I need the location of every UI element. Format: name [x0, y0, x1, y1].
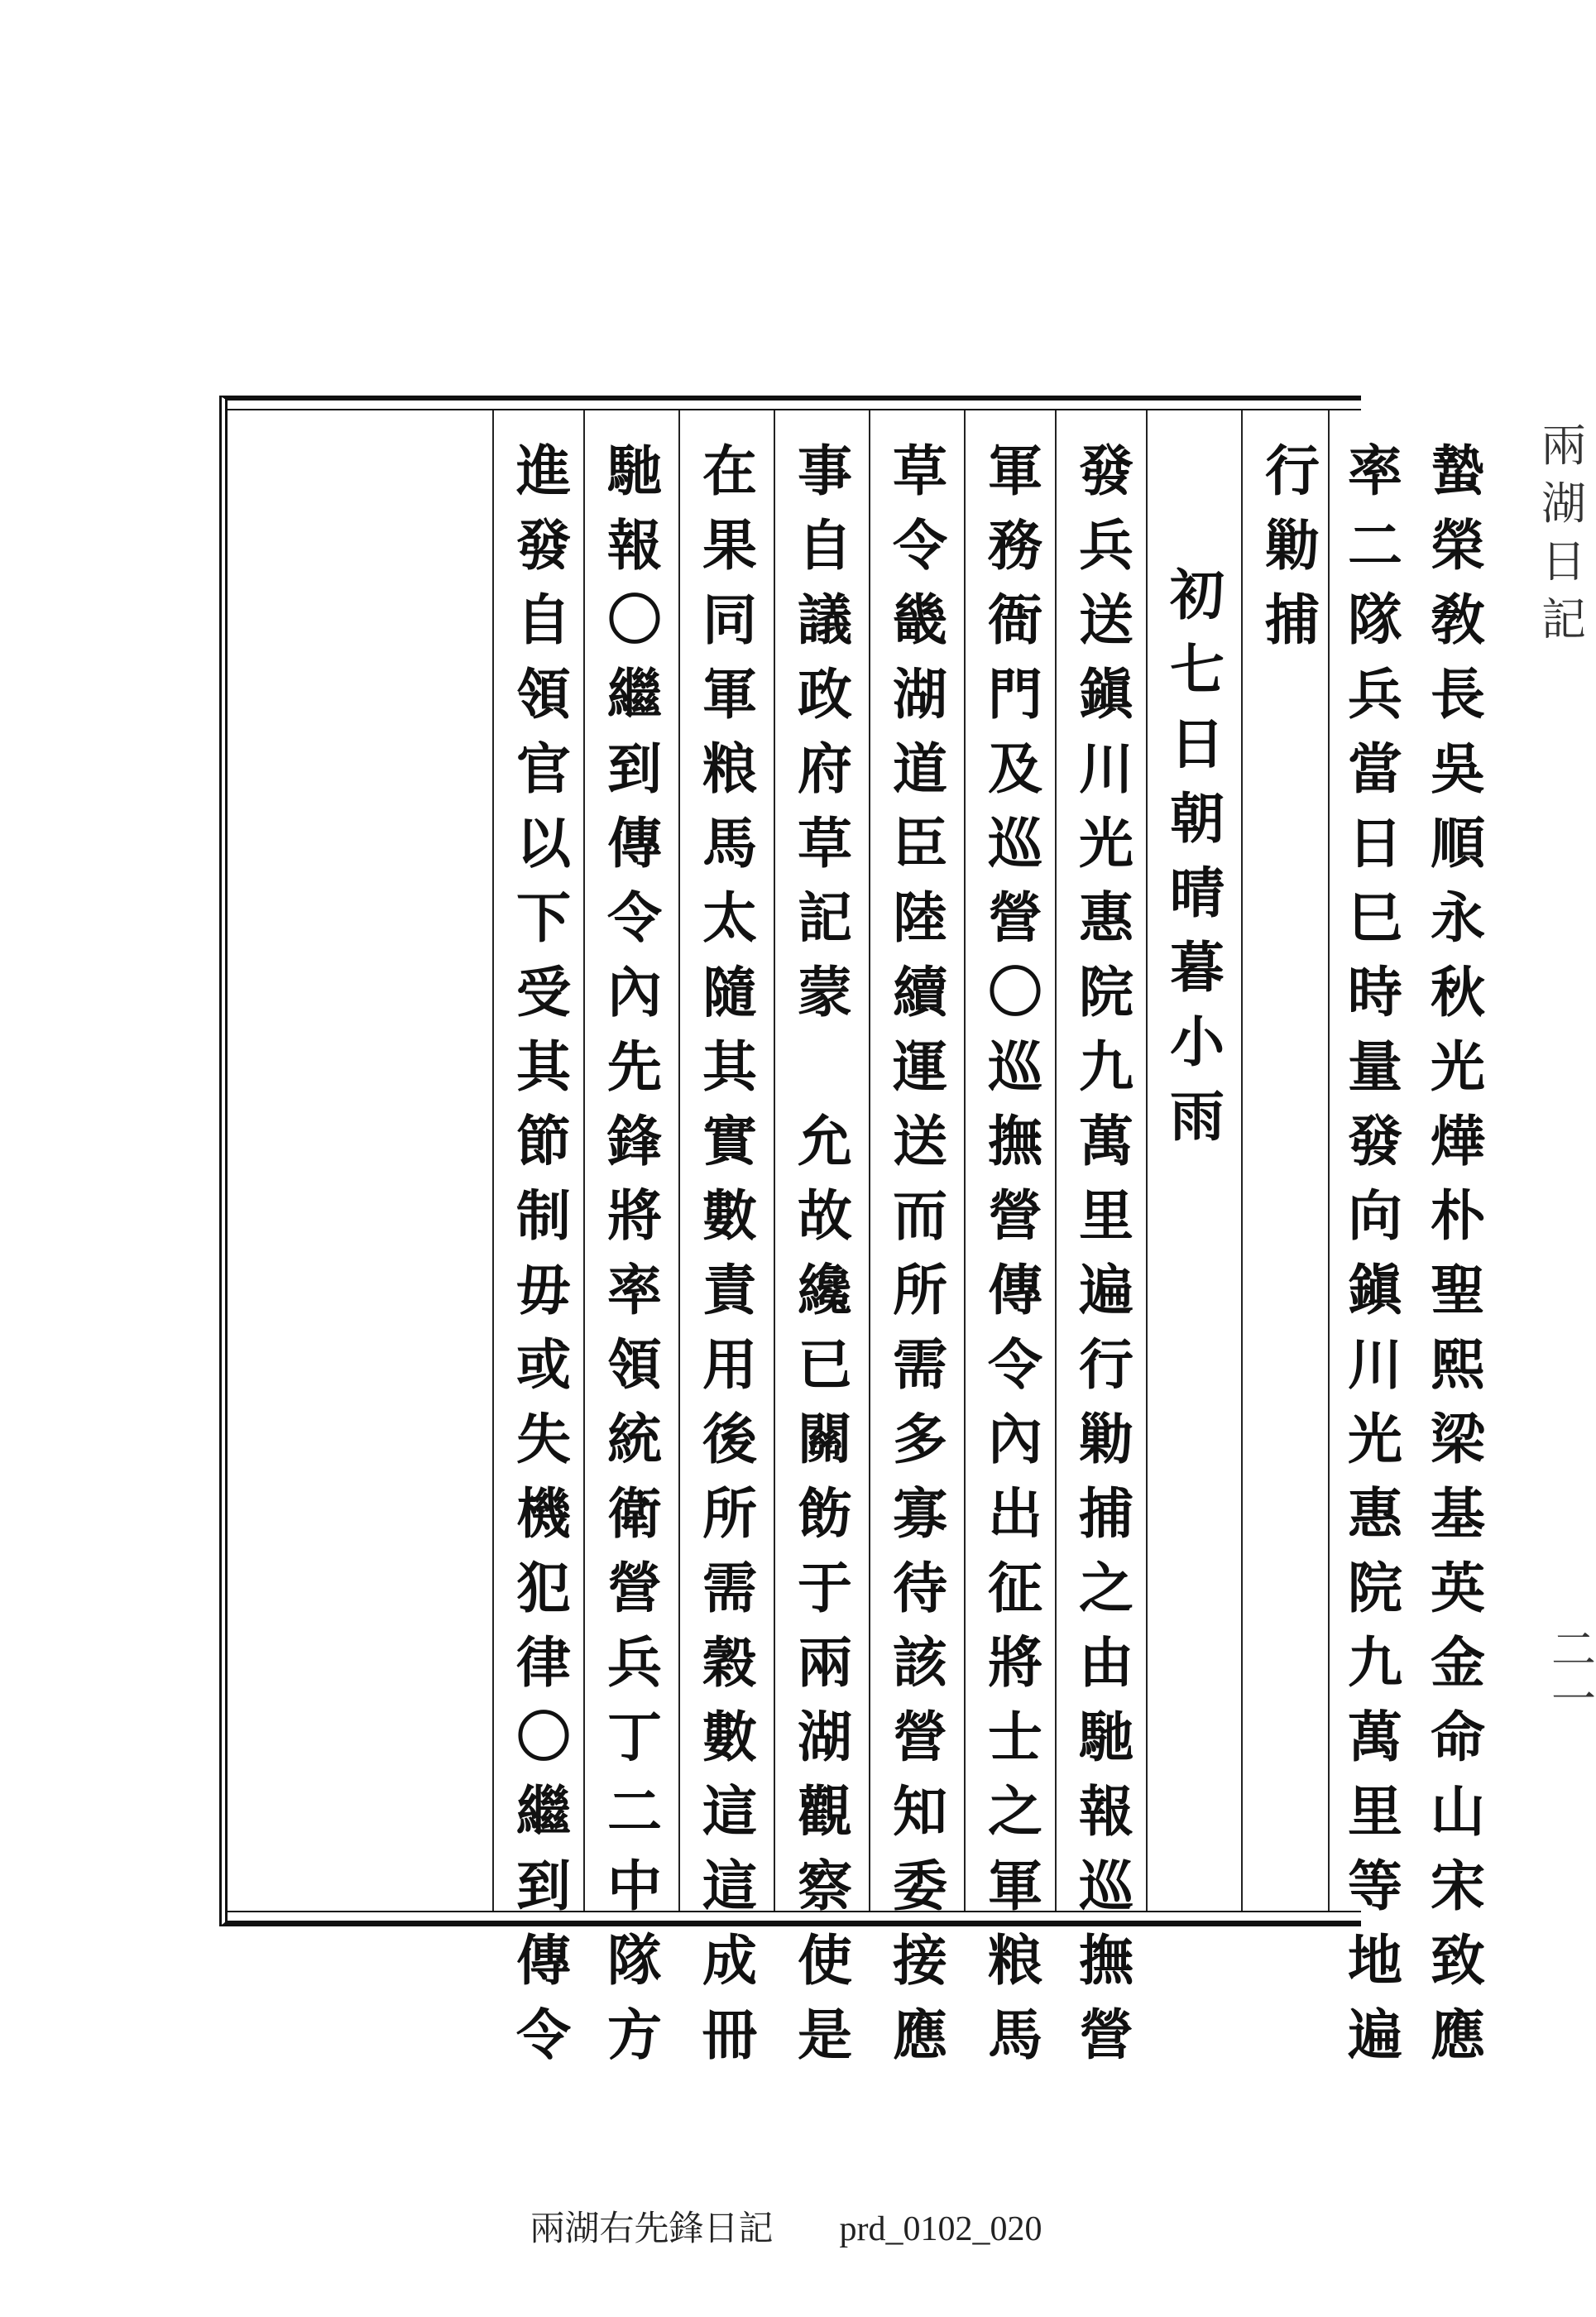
- glyph: 二: [607, 1779, 662, 1844]
- text-column-10: [600, 434, 669, 2072]
- glyph: 令: [988, 1332, 1042, 1397]
- glyph: 之: [1079, 1556, 1133, 1620]
- glyph: 觀: [798, 1779, 852, 1844]
- glyph: 制: [516, 1183, 571, 1248]
- glyph: 用: [702, 1332, 757, 1397]
- glyph: 方: [607, 2003, 662, 2067]
- glyph: 委: [893, 1854, 947, 1918]
- glyph: 下: [516, 885, 571, 950]
- glyph: 犯: [516, 1556, 571, 1620]
- glyph: 巡: [1079, 1854, 1133, 1918]
- glyph: 將: [607, 1183, 662, 1248]
- text-column-3: [1258, 434, 1327, 657]
- glyph: 這: [702, 1854, 757, 1918]
- glyph: 宋: [1431, 1854, 1485, 1918]
- glyph: 運: [893, 1034, 947, 1099]
- glyph: 營: [988, 1183, 1042, 1248]
- glyph: 傳: [516, 1928, 571, 1993]
- glyph: 多: [893, 1407, 947, 1471]
- glyph: 鎭: [1079, 662, 1133, 727]
- text-column-5: [1071, 434, 1141, 2072]
- glyph: 實: [702, 1109, 757, 1173]
- glyph: 寡: [893, 1481, 947, 1546]
- glyph: 責: [702, 1258, 757, 1322]
- column-rule: [1055, 410, 1057, 1911]
- glyph: 自: [798, 513, 852, 578]
- glyph: 川: [1348, 1332, 1402, 1397]
- glyph: 行: [1079, 1332, 1133, 1397]
- glyph: 光: [1079, 811, 1133, 875]
- glyph: 鎭: [1348, 1258, 1402, 1322]
- glyph: 成: [702, 1928, 757, 1993]
- glyph: 小: [1170, 1010, 1225, 1074]
- column-rule: [1146, 410, 1148, 1911]
- glyph: 軍: [988, 1854, 1042, 1918]
- glyph: 需: [893, 1332, 947, 1397]
- glyph: 該: [893, 1630, 947, 1695]
- glyph: 營: [607, 1556, 662, 1620]
- glyph: 捕: [1079, 1481, 1133, 1546]
- glyph: 致: [1431, 1928, 1485, 1993]
- glyph: 應: [893, 2003, 947, 2067]
- margin-glyph: 日: [1541, 535, 1586, 588]
- margin-glyph: 二: [1551, 1624, 1596, 1676]
- glyph: 率: [1348, 439, 1402, 503]
- glyph: 草: [798, 811, 852, 875]
- frame-top-rule: [228, 409, 1361, 410]
- glyph: 地: [1348, 1928, 1402, 1993]
- glyph: 等: [1348, 1854, 1402, 1918]
- column-rule: [964, 410, 966, 1911]
- glyph: 勦: [1079, 1407, 1133, 1471]
- glyph: 院: [1348, 1556, 1402, 1620]
- glyph: 金: [1431, 1630, 1485, 1695]
- glyph: 統: [607, 1407, 662, 1471]
- glyph: 營: [1079, 2003, 1133, 2067]
- glyph: 當: [1348, 736, 1402, 801]
- glyph: 隊: [607, 1928, 662, 1993]
- glyph: 已: [798, 1332, 852, 1397]
- glyph: 是: [798, 2003, 852, 2067]
- glyph: 燁: [1431, 1109, 1485, 1173]
- glyph: 長: [1431, 662, 1485, 727]
- glyph: 英: [1431, 1556, 1485, 1620]
- glyph: 熙: [1431, 1332, 1485, 1397]
- glyph: 由: [1079, 1630, 1133, 1695]
- glyph: 送: [1079, 588, 1133, 652]
- glyph: 向: [1348, 1183, 1402, 1248]
- glyph: 光: [1348, 1407, 1402, 1471]
- glyph: 秋: [1431, 960, 1485, 1024]
- glyph: 軍: [988, 439, 1042, 503]
- glyph: 丁: [607, 1705, 662, 1769]
- glyph: 永: [1431, 885, 1485, 950]
- glyph: 七: [1170, 637, 1225, 702]
- glyph: 軍: [702, 662, 757, 727]
- glyph: 巡: [988, 811, 1042, 875]
- glyph: 畿: [893, 588, 947, 652]
- glyph: 草: [893, 439, 947, 503]
- glyph: 而: [893, 1183, 947, 1248]
- glyph: 朴: [1431, 1183, 1485, 1248]
- glyph: 川: [1079, 736, 1133, 801]
- glyph: 兩: [798, 1630, 852, 1695]
- glyph: 雨: [1170, 1084, 1225, 1149]
- glyph: 率: [607, 1258, 662, 1322]
- glyph: 內: [607, 960, 662, 1024]
- column-rule: [492, 410, 494, 1911]
- glyph: 這: [702, 1779, 757, 1844]
- glyph: 飭: [798, 1481, 852, 1546]
- glyph: 報: [607, 513, 662, 578]
- glyph: 政: [798, 662, 852, 727]
- glyph: 湖: [798, 1705, 852, 1769]
- glyph: 暮: [1170, 935, 1225, 1000]
- glyph: 領: [607, 1332, 662, 1397]
- glyph: 日: [1348, 811, 1402, 875]
- glyph: 捕: [1265, 588, 1320, 652]
- footer-doc-id: prd_0102_020: [839, 2210, 1042, 2248]
- glyph: 里: [1079, 1183, 1133, 1248]
- glyph: 吳: [1431, 736, 1485, 801]
- text-column-8: [790, 434, 860, 2072]
- glyph: 營: [893, 1705, 947, 1769]
- glyph: 關: [798, 1407, 852, 1471]
- column-rule: [678, 410, 680, 1911]
- glyph: 遍: [1079, 1258, 1133, 1322]
- glyph: 進: [516, 439, 571, 503]
- margin-book-title: [1535, 417, 1593, 649]
- margin-page-number: [1551, 1625, 1596, 1725]
- glyph: 時: [1348, 960, 1402, 1024]
- glyph: 士: [988, 1705, 1042, 1769]
- margin-glyph: 湖: [1541, 477, 1586, 530]
- margin-glyph: 兩: [1541, 420, 1586, 472]
- margin-glyph: 記: [1541, 593, 1586, 645]
- glyph: 令: [516, 2003, 571, 2067]
- glyph: 衙: [988, 588, 1042, 652]
- text-column-1: [1423, 434, 1493, 2072]
- glyph: 光: [1431, 1034, 1485, 1099]
- glyph: 蟄: [1431, 439, 1485, 503]
- glyph: 失: [516, 1407, 571, 1471]
- glyph: 允: [798, 1109, 852, 1173]
- glyph: 惠: [1348, 1481, 1402, 1546]
- glyph: 基: [1431, 1481, 1485, 1546]
- text-column-7: [885, 434, 955, 2072]
- glyph: 冊: [702, 2003, 757, 2067]
- page-frame: [219, 396, 1596, 2067]
- glyph: 蒙: [798, 960, 852, 1024]
- text-column-2: [1340, 434, 1410, 2072]
- glyph: 務: [988, 513, 1042, 578]
- glyph: 鋒: [607, 1109, 662, 1173]
- glyph: 記: [798, 885, 852, 950]
- glyph: 先: [607, 1034, 662, 1099]
- glyph: 傳: [988, 1258, 1042, 1322]
- glyph: 之: [988, 1779, 1042, 1844]
- glyph: 院: [1079, 960, 1133, 1024]
- glyph: 應: [1431, 2003, 1485, 2067]
- glyph: 榮: [1431, 513, 1485, 578]
- column-rule: [869, 410, 870, 1911]
- glyph: 穀: [702, 1630, 757, 1695]
- glyph: 兵: [607, 1630, 662, 1695]
- glyph: 初: [1170, 563, 1225, 627]
- glyph: 其: [516, 1034, 571, 1099]
- glyph: 官: [516, 736, 571, 801]
- glyph: 節: [516, 1109, 571, 1173]
- text-column-6: [980, 434, 1050, 2072]
- glyph: 使: [798, 1928, 852, 1993]
- footer-caption: [0, 2201, 1572, 2251]
- glyph: 〇: [607, 588, 662, 652]
- glyph: 勦: [1265, 513, 1320, 578]
- glyph: 馬: [702, 811, 757, 875]
- glyph: 將: [988, 1630, 1042, 1695]
- glyph: 湖: [893, 662, 947, 727]
- glyph: 發: [1079, 439, 1133, 503]
- glyph: 門: [988, 662, 1042, 727]
- glyph: 報: [1079, 1779, 1133, 1844]
- glyph: 〇: [516, 1705, 571, 1769]
- glyph: 梁: [1431, 1407, 1485, 1471]
- glyph: 令: [607, 885, 662, 950]
- glyph: 惠: [1079, 885, 1133, 950]
- glyph: 知: [893, 1779, 947, 1844]
- glyph: 馬: [988, 2003, 1042, 2067]
- glyph: 事: [798, 439, 852, 503]
- glyph: 故: [798, 1183, 852, 1248]
- glyph: 果: [702, 513, 757, 578]
- glyph: 撫: [1079, 1928, 1133, 1993]
- glyph: 接: [893, 1928, 947, 1993]
- glyph: 續: [893, 960, 947, 1024]
- glyph: 律: [516, 1630, 571, 1695]
- glyph: 營: [988, 885, 1042, 950]
- glyph: 同: [702, 588, 757, 652]
- glyph: 道: [893, 736, 947, 801]
- glyph: 繼: [516, 1779, 571, 1844]
- glyph: 粮: [988, 1928, 1042, 1993]
- glyph: 太: [702, 885, 757, 950]
- glyph: 馳: [607, 439, 662, 503]
- glyph: 陸: [893, 885, 947, 950]
- glyph: 中: [607, 1854, 662, 1918]
- column-rule: [583, 410, 585, 1911]
- glyph: 兵: [1348, 662, 1402, 727]
- glyph: 撫: [988, 1109, 1042, 1173]
- glyph: 在: [702, 439, 757, 503]
- glyph: 傳: [607, 811, 662, 875]
- glyph: 察: [798, 1854, 852, 1918]
- glyph: 遍: [1348, 2003, 1402, 2067]
- glyph: 巡: [988, 1034, 1042, 1099]
- glyph: 日: [1170, 712, 1225, 776]
- column-rule: [1241, 410, 1243, 1911]
- glyph: 臣: [893, 811, 947, 875]
- glyph: 發: [516, 513, 571, 578]
- glyph: 隨: [702, 960, 757, 1024]
- glyph: 以: [516, 811, 571, 875]
- glyph: 送: [893, 1109, 947, 1173]
- text-column-9: [695, 434, 764, 2072]
- glyph: 府: [798, 736, 852, 801]
- glyph: 聖: [1431, 1258, 1485, 1322]
- glyph: 隊: [1348, 588, 1402, 652]
- glyph: 受: [516, 960, 571, 1024]
- glyph: 毋: [516, 1258, 571, 1322]
- glyph: 數: [702, 1705, 757, 1769]
- glyph: 山: [1431, 1779, 1485, 1844]
- footer-book-label: 兩湖右先鋒日記: [530, 2210, 774, 2248]
- glyph: 粮: [702, 736, 757, 801]
- glyph: 其: [702, 1034, 757, 1099]
- glyph: 萬: [1348, 1705, 1402, 1769]
- glyph: 衛: [607, 1481, 662, 1546]
- glyph: 〇: [988, 960, 1042, 1024]
- glyph: 需: [702, 1556, 757, 1620]
- glyph: 自: [516, 588, 571, 652]
- glyph: 所: [893, 1258, 947, 1322]
- glyph: 到: [607, 736, 662, 801]
- glyph: 繼: [607, 662, 662, 727]
- text-column-11: [509, 434, 578, 2072]
- glyph: 議: [798, 588, 852, 652]
- glyph: 九: [1079, 1034, 1133, 1099]
- glyph: 二: [1348, 513, 1402, 578]
- glyph: 晴: [1170, 861, 1225, 925]
- glyph: 量: [1348, 1034, 1402, 1099]
- glyph: 萬: [1079, 1109, 1133, 1173]
- glyph: 朝: [1170, 786, 1225, 851]
- glyph: 令: [893, 513, 947, 578]
- glyph: 到: [516, 1854, 571, 1918]
- glyph: 纔: [798, 1258, 852, 1322]
- glyph: 順: [1431, 811, 1485, 875]
- glyph: 發: [1348, 1109, 1402, 1173]
- glyph: 九: [1348, 1630, 1402, 1695]
- glyph: 內: [988, 1407, 1042, 1471]
- glyph: 敎: [1431, 588, 1485, 652]
- glyph: 征: [988, 1556, 1042, 1620]
- glyph: 領: [516, 662, 571, 727]
- glyph: 兵: [1079, 513, 1133, 578]
- glyph: 巳: [1348, 885, 1402, 950]
- glyph: 待: [893, 1556, 947, 1620]
- column-rule: [1328, 410, 1330, 1911]
- glyph: 出: [988, 1481, 1042, 1546]
- text-column-4: [1162, 558, 1232, 1154]
- glyph: 行: [1265, 439, 1320, 503]
- column-rule: [774, 410, 775, 1911]
- glyph: 及: [988, 736, 1042, 801]
- glyph: 于: [798, 1556, 852, 1620]
- glyph: 機: [516, 1481, 571, 1546]
- glyph: 數: [702, 1183, 757, 1248]
- glyph: 馳: [1079, 1705, 1133, 1769]
- glyph: 命: [1431, 1705, 1485, 1769]
- glyph: 或: [516, 1332, 571, 1397]
- margin-glyph: 一: [1551, 1673, 1596, 1725]
- glyph: 後: [702, 1407, 757, 1471]
- glyph: 所: [702, 1481, 757, 1546]
- glyph: 里: [1348, 1779, 1402, 1844]
